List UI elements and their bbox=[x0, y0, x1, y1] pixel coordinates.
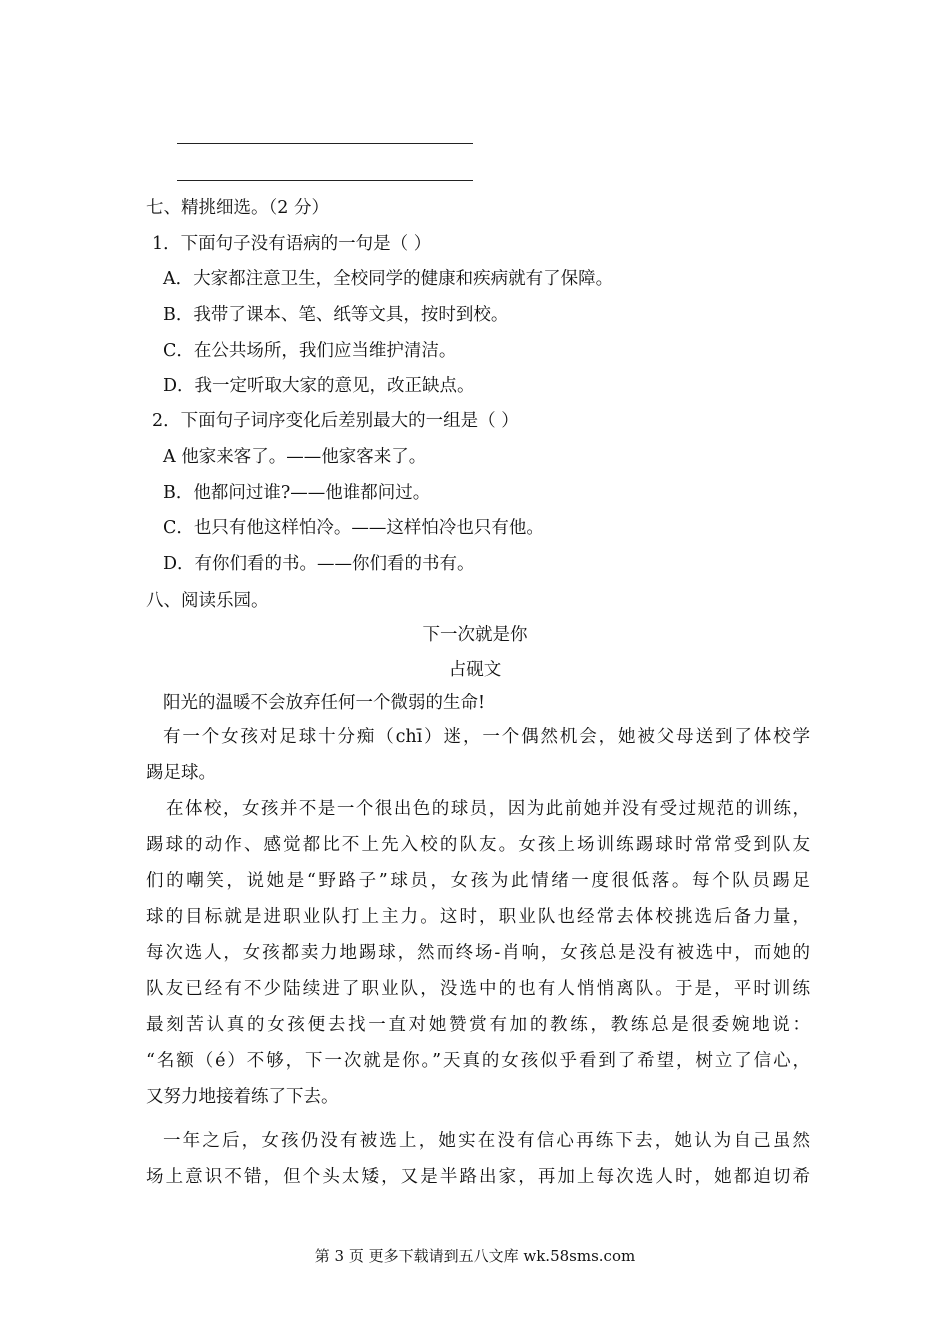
paragraph-line: 有一个女孩对足球十分痴（chī）迷，一个偶然机会，她被父母送到了体校学 bbox=[163, 727, 810, 747]
paragraph-line: 场上意识不错，但个头太矮，又是半路出家，再加上每次选人时，她都迫切希 bbox=[146, 1167, 810, 1187]
paragraph-line: “名额（é）不够，下一次就是你。”天真的女孩似乎看到了希望，树立了信心， bbox=[146, 1051, 810, 1071]
question-2-stem: 2．下面句子词序变化后差别最大的一组是（ ） bbox=[152, 411, 519, 431]
article-paragraph-4 bbox=[146, 1123, 810, 1195]
article-paragraph-2 bbox=[146, 719, 810, 791]
paragraph-line: 们的嘲笑，说她是“野路子”球员，女孩为此情绪一度很低落。每个队员踢足 bbox=[146, 871, 810, 891]
question-1-option-b: B．我带了课本、笔、纸等文具，按时到校。 bbox=[163, 305, 509, 325]
section-7-heading: 七、精挑细选。（2 分） bbox=[146, 198, 329, 218]
question-1-option-d: D．我一定听取大家的意见，改正缺点。 bbox=[163, 376, 475, 396]
question-1-option-a: A．大家都注意卫生，全校同学的健康和疾病就有了保障。 bbox=[163, 269, 614, 289]
page-footer: 第 3 页 更多下载请到五八文库 wk.58sms.com bbox=[314, 1247, 636, 1265]
section-8-heading: 八、阅读乐园。 bbox=[146, 591, 269, 611]
question-2-option-c: C．也只有他这样怕冷。——这样怕冷也只有他。 bbox=[163, 518, 544, 538]
article-paragraph-3 bbox=[146, 791, 810, 1115]
question-2-option-b: B．他都问过谁?——他谁都问过。 bbox=[163, 483, 431, 503]
question-2-option-d: D．有你们看的书。——你们看的书有。 bbox=[163, 554, 475, 574]
question-1-stem: 1．下面句子没有语病的一句是（ ） bbox=[152, 234, 432, 254]
paragraph-line: 又努力地接着练了下去。 bbox=[146, 1087, 339, 1107]
paragraph-line: 队友已经有不少陆续进了职业队，没选中的也有人悄悄离队。于是，平时训练 bbox=[146, 979, 810, 999]
answer-blank-line-1 bbox=[177, 143, 473, 144]
paragraph-line: 最刻苦认真的女孩便去找一直对她赞赏有加的教练，教练总是很委婉地说： bbox=[146, 1015, 810, 1035]
article-paragraph-1: 阳光的温暖不会放弃任何一个微弱的生命! bbox=[163, 693, 486, 713]
paragraph-line: 踢足球。 bbox=[146, 763, 216, 783]
paragraph-line: 一年之后，女孩仍没有被选上，她实在没有信心再练下去，她认为自己虽然 bbox=[163, 1131, 810, 1151]
paragraph-line: 每次选人，女孩都卖力地踢球，然而终场-肖响，女孩总是没有被选中，而她的 bbox=[146, 943, 810, 963]
paragraph-line: 在体校，女孩并不是一个很出色的球员，因为此前她并没有受过规范的训练， bbox=[166, 799, 810, 819]
paragraph-line: 踢球的动作、感觉都比不上先入校的队友。女孩上场训练踢球时常常受到队友 bbox=[146, 835, 810, 855]
article-author: 占砚文 bbox=[448, 660, 502, 680]
question-2-option-a: A 他家来客了。——他家客来了。 bbox=[163, 447, 427, 467]
paragraph-line: 球的目标就是进职业队打上主力。这时，职业队也经常去体校挑选后备力量， bbox=[146, 907, 810, 927]
article-title: 下一次就是你 bbox=[422, 625, 528, 645]
answer-blank-line-2 bbox=[177, 180, 473, 181]
question-1-option-c: C．在公共场所，我们应当维护清洁。 bbox=[163, 341, 457, 361]
